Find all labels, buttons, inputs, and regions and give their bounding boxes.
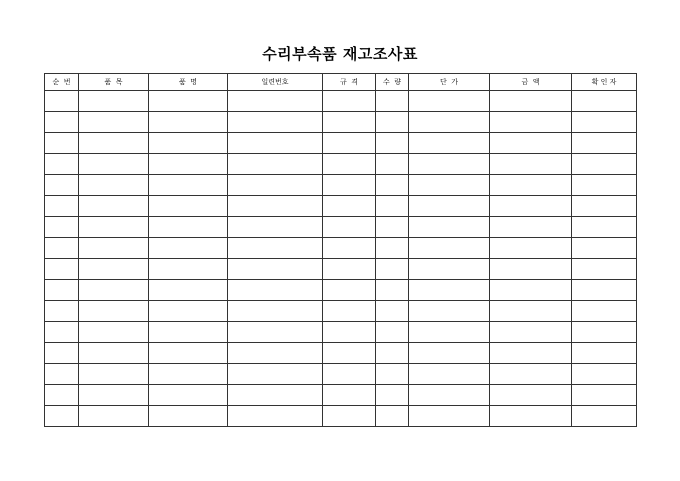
table-row bbox=[45, 259, 637, 280]
table-cell[interactable] bbox=[490, 196, 572, 217]
table-cell[interactable] bbox=[149, 112, 228, 133]
table-cell[interactable] bbox=[79, 217, 149, 238]
table-cell[interactable] bbox=[228, 301, 323, 322]
table-cell[interactable] bbox=[45, 280, 79, 301]
col-header-item-category: 품 목 bbox=[79, 74, 149, 91]
table-cell[interactable] bbox=[45, 91, 79, 112]
table-cell[interactable] bbox=[572, 196, 637, 217]
table-cell[interactable] bbox=[79, 91, 149, 112]
table-cell[interactable] bbox=[323, 385, 376, 406]
table-cell[interactable] bbox=[79, 406, 149, 427]
table-row bbox=[45, 280, 637, 301]
table-cell[interactable] bbox=[45, 406, 79, 427]
table-cell[interactable] bbox=[376, 154, 409, 175]
table-cell[interactable] bbox=[149, 406, 228, 427]
table-cell[interactable] bbox=[45, 175, 79, 196]
table-cell[interactable] bbox=[228, 385, 323, 406]
table-row bbox=[45, 91, 637, 112]
col-header-amount: 금 액 bbox=[490, 74, 572, 91]
table-cell[interactable] bbox=[409, 301, 490, 322]
table-cell[interactable] bbox=[228, 133, 323, 154]
table-cell[interactable] bbox=[572, 301, 637, 322]
table-cell[interactable] bbox=[376, 175, 409, 196]
table-cell[interactable] bbox=[376, 112, 409, 133]
table-cell[interactable] bbox=[376, 196, 409, 217]
table-cell[interactable] bbox=[409, 406, 490, 427]
table-cell[interactable] bbox=[490, 175, 572, 196]
table-cell[interactable] bbox=[45, 238, 79, 259]
table-cell[interactable] bbox=[490, 217, 572, 238]
table-cell[interactable] bbox=[79, 196, 149, 217]
table-cell[interactable] bbox=[149, 91, 228, 112]
table-cell[interactable] bbox=[79, 322, 149, 343]
table-cell[interactable] bbox=[490, 322, 572, 343]
table-cell[interactable] bbox=[149, 280, 228, 301]
table-cell[interactable] bbox=[572, 385, 637, 406]
table-row bbox=[45, 322, 637, 343]
table-cell[interactable] bbox=[79, 343, 149, 364]
table-cell[interactable] bbox=[376, 238, 409, 259]
table-cell[interactable] bbox=[45, 112, 79, 133]
table-cell[interactable] bbox=[376, 280, 409, 301]
table-cell[interactable] bbox=[376, 91, 409, 112]
table-cell[interactable] bbox=[228, 175, 323, 196]
col-header-serial-number: 일련번호 bbox=[228, 74, 323, 91]
table-cell[interactable] bbox=[228, 259, 323, 280]
table-cell[interactable] bbox=[490, 343, 572, 364]
table-cell[interactable] bbox=[79, 154, 149, 175]
table-cell[interactable] bbox=[149, 217, 228, 238]
table-cell[interactable] bbox=[149, 301, 228, 322]
table-cell[interactable] bbox=[228, 217, 323, 238]
table-cell[interactable] bbox=[149, 322, 228, 343]
table-row bbox=[45, 385, 637, 406]
table-cell[interactable] bbox=[376, 343, 409, 364]
table-cell[interactable] bbox=[228, 406, 323, 427]
table-cell[interactable] bbox=[228, 112, 323, 133]
table-cell[interactable] bbox=[323, 217, 376, 238]
table-cell[interactable] bbox=[490, 259, 572, 280]
table-cell[interactable] bbox=[409, 343, 490, 364]
table-cell[interactable] bbox=[572, 259, 637, 280]
table-cell[interactable] bbox=[490, 238, 572, 259]
table-cell[interactable] bbox=[572, 238, 637, 259]
table-cell[interactable] bbox=[490, 406, 572, 427]
table-cell[interactable] bbox=[409, 112, 490, 133]
table-cell[interactable] bbox=[228, 280, 323, 301]
table-cell[interactable] bbox=[323, 322, 376, 343]
col-header-spec: 규 격 bbox=[323, 74, 376, 91]
table-cell[interactable] bbox=[228, 322, 323, 343]
table-row bbox=[45, 175, 637, 196]
table-cell[interactable] bbox=[409, 133, 490, 154]
table-cell[interactable] bbox=[376, 364, 409, 385]
table-cell[interactable] bbox=[228, 238, 323, 259]
table-row bbox=[45, 301, 637, 322]
table-cell[interactable] bbox=[323, 364, 376, 385]
table-cell[interactable] bbox=[572, 364, 637, 385]
table-cell[interactable] bbox=[79, 238, 149, 259]
table-cell[interactable] bbox=[409, 259, 490, 280]
table-cell[interactable] bbox=[149, 385, 228, 406]
table-cell[interactable] bbox=[490, 91, 572, 112]
table-cell[interactable] bbox=[149, 154, 228, 175]
table-cell[interactable] bbox=[572, 217, 637, 238]
table-cell[interactable] bbox=[376, 217, 409, 238]
table-cell[interactable] bbox=[323, 154, 376, 175]
table-row bbox=[45, 133, 637, 154]
table-cell[interactable] bbox=[572, 112, 637, 133]
table-row bbox=[45, 238, 637, 259]
table-cell[interactable] bbox=[572, 175, 637, 196]
table-cell[interactable] bbox=[490, 301, 572, 322]
table-cell[interactable] bbox=[490, 364, 572, 385]
table-cell[interactable] bbox=[149, 364, 228, 385]
inventory-table bbox=[44, 73, 637, 427]
table-row bbox=[45, 343, 637, 364]
table-row bbox=[45, 112, 637, 133]
table-cell[interactable] bbox=[79, 133, 149, 154]
col-header-seq: 순 번 bbox=[45, 74, 79, 91]
table-cell[interactable] bbox=[228, 364, 323, 385]
col-header-confirmer: 확 인 자 bbox=[572, 74, 637, 91]
table-cell[interactable] bbox=[490, 154, 572, 175]
table-cell[interactable] bbox=[149, 175, 228, 196]
table-cell[interactable] bbox=[409, 322, 490, 343]
table-cell[interactable] bbox=[490, 385, 572, 406]
table-cell[interactable] bbox=[149, 133, 228, 154]
table-row bbox=[45, 154, 637, 175]
table-cell[interactable] bbox=[572, 406, 637, 427]
table-cell[interactable] bbox=[323, 196, 376, 217]
table-cell[interactable] bbox=[45, 322, 79, 343]
table-cell[interactable] bbox=[490, 280, 572, 301]
table-cell[interactable] bbox=[572, 322, 637, 343]
table-cell[interactable] bbox=[79, 112, 149, 133]
table-cell[interactable] bbox=[45, 343, 79, 364]
table-body bbox=[45, 91, 637, 427]
table-cell[interactable] bbox=[323, 259, 376, 280]
table-cell[interactable] bbox=[409, 364, 490, 385]
table-cell[interactable] bbox=[572, 91, 637, 112]
table-row bbox=[45, 406, 637, 427]
col-header-quantity: 수 량 bbox=[376, 74, 409, 91]
table-cell[interactable] bbox=[376, 259, 409, 280]
table-cell[interactable] bbox=[376, 322, 409, 343]
table-cell[interactable] bbox=[79, 280, 149, 301]
table-cell[interactable] bbox=[409, 154, 490, 175]
table-cell[interactable] bbox=[409, 385, 490, 406]
table-cell[interactable] bbox=[228, 343, 323, 364]
table-cell[interactable] bbox=[79, 259, 149, 280]
table-cell[interactable] bbox=[409, 175, 490, 196]
table-cell[interactable] bbox=[323, 343, 376, 364]
table-cell[interactable] bbox=[323, 238, 376, 259]
table-cell[interactable] bbox=[149, 196, 228, 217]
table-cell[interactable] bbox=[45, 364, 79, 385]
table-cell[interactable] bbox=[490, 133, 572, 154]
table-cell[interactable] bbox=[409, 91, 490, 112]
table-cell[interactable] bbox=[228, 196, 323, 217]
table-row bbox=[45, 364, 637, 385]
table-cell[interactable] bbox=[45, 259, 79, 280]
header-row bbox=[45, 74, 637, 91]
table-row bbox=[45, 217, 637, 238]
table-cell[interactable] bbox=[45, 196, 79, 217]
table-cell[interactable] bbox=[376, 133, 409, 154]
table-cell[interactable] bbox=[572, 280, 637, 301]
table-cell[interactable] bbox=[376, 406, 409, 427]
table-cell[interactable] bbox=[45, 217, 79, 238]
col-header-item-name: 품 명 bbox=[149, 74, 228, 91]
table-cell[interactable] bbox=[376, 301, 409, 322]
col-header-unit-price: 단 가 bbox=[409, 74, 490, 91]
table-cell[interactable] bbox=[79, 364, 149, 385]
table-cell[interactable] bbox=[323, 91, 376, 112]
table-cell[interactable] bbox=[45, 154, 79, 175]
table-cell[interactable] bbox=[228, 91, 323, 112]
table-cell[interactable] bbox=[323, 133, 376, 154]
page-title: 수리부속품 재고조사표 bbox=[262, 45, 418, 63]
table-cell[interactable] bbox=[149, 343, 228, 364]
table-cell[interactable] bbox=[149, 238, 228, 259]
table-cell[interactable] bbox=[45, 133, 79, 154]
table-cell[interactable] bbox=[79, 175, 149, 196]
table-cell[interactable] bbox=[323, 112, 376, 133]
table-cell[interactable] bbox=[45, 385, 79, 406]
table-cell[interactable] bbox=[572, 133, 637, 154]
table-cell[interactable] bbox=[323, 406, 376, 427]
table-cell[interactable] bbox=[323, 301, 376, 322]
table-cell[interactable] bbox=[149, 259, 228, 280]
table-cell[interactable] bbox=[409, 238, 490, 259]
table-cell[interactable] bbox=[490, 112, 572, 133]
table-cell[interactable] bbox=[572, 154, 637, 175]
table-cell[interactable] bbox=[409, 280, 490, 301]
table-cell[interactable] bbox=[409, 217, 490, 238]
table-cell[interactable] bbox=[572, 343, 637, 364]
table-cell[interactable] bbox=[79, 301, 149, 322]
table-cell[interactable] bbox=[45, 301, 79, 322]
table-row bbox=[45, 196, 637, 217]
table-cell[interactable] bbox=[323, 280, 376, 301]
table-cell[interactable] bbox=[228, 154, 323, 175]
table-cell[interactable] bbox=[376, 385, 409, 406]
table-cell[interactable] bbox=[409, 196, 490, 217]
table-cell[interactable] bbox=[79, 385, 149, 406]
table-cell[interactable] bbox=[323, 175, 376, 196]
